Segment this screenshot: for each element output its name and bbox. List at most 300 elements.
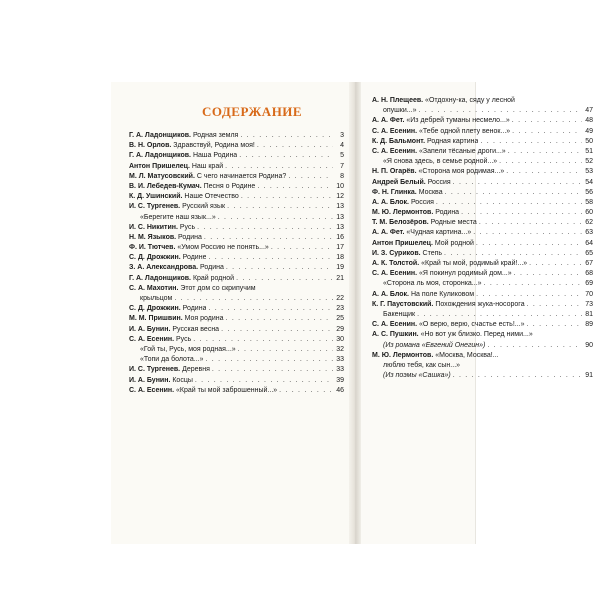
toc-entry-title: Наш край (189, 162, 224, 170)
toc-entry (129, 274, 344, 284)
toc-dot-leader (506, 167, 582, 177)
toc-entry (372, 320, 593, 330)
toc-page-number: 21 (336, 274, 344, 282)
toc-page-number: 5 (340, 152, 344, 160)
toc-entry-title: Наша Родина (191, 152, 238, 160)
toc-dot-leader (461, 208, 582, 218)
toc-entry-title: люблю тебя, как сын...» (383, 361, 461, 369)
toc-entry (129, 294, 344, 304)
toc-dot-leader (473, 228, 582, 238)
toc-page-number: 58 (585, 198, 593, 206)
toc-page-number: 90 (585, 341, 593, 349)
toc-dot-leader (193, 335, 333, 345)
toc-entry-text (372, 228, 471, 238)
toc-entry (372, 269, 593, 279)
toc-entry-author: С. Д. Дрожжин. (129, 254, 181, 262)
toc-entry (129, 162, 344, 172)
toc-entry-text (129, 274, 234, 284)
toc-entry-text (129, 314, 224, 324)
toc-entry (129, 365, 344, 375)
toc-entry-text (372, 208, 459, 218)
toc-entry-title: Родине (180, 254, 207, 262)
toc-entry-title: Косцы (170, 376, 193, 384)
toc-entry-text (372, 320, 525, 330)
toc-entry-author: Н. М. Языков. (129, 233, 177, 241)
toc-page-number: 53 (585, 168, 593, 176)
toc-entry (129, 243, 344, 253)
toc-dot-leader (444, 249, 582, 259)
toc-entry-title: «Сторона ль моя, сторонка...» (383, 280, 482, 288)
toc-entry-author: С. А. Есенин. (372, 147, 418, 155)
toc-entry (129, 233, 344, 243)
toc-entry-author: А. А. Фет. (372, 229, 405, 237)
toc-entry-text (372, 330, 533, 340)
toc-entry-text (129, 223, 195, 233)
toc-entry-title: Родные места (428, 219, 477, 227)
toc-entry-title: крыльцом (140, 295, 173, 302)
toc-entry-text (383, 157, 497, 167)
toc-entry-title: «Я снова здесь, в семье родной...» (383, 158, 498, 166)
toc-entry (129, 304, 344, 314)
toc-dot-leader (508, 147, 582, 157)
toc-entry (372, 330, 593, 340)
toc-dot-leader (476, 239, 582, 249)
toc-dot-leader (499, 157, 582, 167)
toc-entry (372, 300, 593, 310)
toc-entry-author: М. М. Пришвин. (129, 315, 183, 323)
toc-entry-title: Моя родина (182, 315, 224, 323)
toc-entry-text (372, 116, 510, 126)
toc-entry (129, 141, 344, 151)
toc-page-number: 33 (336, 356, 344, 364)
toc-entry-title: «Берегите наш язык...» (140, 213, 216, 221)
toc-dot-leader (195, 376, 333, 386)
toc-entry-text (129, 202, 225, 212)
toc-page-number: 13 (336, 213, 344, 221)
toc-entry-author: А. С. Пушкин. (372, 331, 419, 339)
toc-dot-leader (417, 310, 582, 320)
toc-entry-title: «Москва, Москва!... (433, 351, 499, 359)
toc-page-number: 65 (585, 249, 593, 257)
toc-page-number: 49 (585, 127, 593, 135)
toc-entry-text (372, 249, 442, 259)
toc-entry-title: «Тебе одной плету венок...» (417, 127, 511, 135)
toc-entry-author: С. А. Есенин. (372, 270, 418, 278)
toc-entry-text (129, 182, 255, 192)
toc-entry (372, 157, 593, 167)
toc-page-number: 19 (336, 264, 344, 272)
toc-entry-text (372, 269, 512, 279)
toc-entry-title: «Отдохну-ка, сяду у лесной (423, 97, 515, 104)
toc-entry-title: Наше Отечество (182, 193, 239, 201)
toc-entry-text (383, 310, 415, 320)
toc-entry-author: И. С. Тургенев. (129, 203, 181, 211)
toc-entry-author: Ф. Н. Глинка. (372, 188, 417, 196)
toc-page-number: 12 (336, 193, 344, 201)
toc-entry-author: Г. А. Ладонщиков. (129, 152, 191, 160)
toc-entry-text (372, 351, 499, 361)
toc-page-number: 30 (336, 335, 344, 343)
toc-entry-text (129, 284, 256, 294)
page-title: СОДЕРЖАНИЕ (202, 104, 303, 119)
toc-entry (129, 386, 344, 396)
toc-entry-title: Русь (177, 223, 196, 231)
toc-entry-title: «Край ты мой, родимый край!...» (419, 260, 528, 267)
toc-page-number: 48 (585, 117, 593, 125)
toc-entry-title: «Сторона моя родимая...» (416, 168, 505, 176)
toc-entry-author: И. С. Тургенев. (129, 366, 181, 374)
toc-entry-author: Ф. И. Тютчев. (129, 244, 176, 252)
toc-entry (372, 188, 593, 198)
toc-dot-leader (226, 263, 333, 273)
toc-dot-leader (487, 341, 582, 351)
toc-entry-title: опушки...» (383, 107, 417, 115)
toc-dot-leader (527, 320, 583, 330)
toc-entry-title: (Из романа «Евгений Онегин») (383, 341, 486, 349)
toc-page-number: 68 (585, 270, 593, 278)
toc-page-number: 23 (336, 305, 344, 313)
toc-entry-author: А. А. Блок. (372, 198, 409, 206)
toc-entry-text (129, 243, 269, 253)
toc-page-number: 64 (585, 239, 593, 247)
toc-entry-title: «Из дебрей туманы несмело...» (404, 117, 510, 125)
toc-entry-title: Россия (425, 178, 451, 186)
toc-page-number: 67 (585, 260, 593, 267)
toc-dot-leader (226, 314, 333, 324)
toc-entry (129, 131, 344, 141)
toc-entry-author: Г. А. Ладонщиков. (129, 132, 191, 139)
toc-dot-leader (288, 172, 333, 182)
toc-entry-title: Родная картина (425, 137, 479, 145)
toc-entry (129, 223, 344, 233)
toc-entry-text (383, 106, 417, 116)
book-gutter (349, 82, 361, 544)
toc-dot-leader (257, 141, 333, 151)
toc-entry-author: З. А. Александрова. (129, 264, 199, 272)
toc-dot-leader (514, 269, 582, 279)
toc-dot-leader (453, 371, 582, 381)
toc-entry-text (372, 259, 527, 269)
toc-entry-title: «Гой ты, Русь, моя родная...» (140, 345, 236, 353)
toc-entry-author: С. А. Есенин. (129, 335, 175, 343)
toc-page-number: 8 (340, 172, 344, 180)
toc-entry-text (372, 198, 434, 208)
toc-entry (372, 290, 593, 300)
toc-entry-text (129, 192, 239, 202)
toc-dot-leader (512, 127, 582, 137)
toc-entry-title: «Я покинул родимый дом...» (417, 270, 512, 278)
toc-page-number: 10 (336, 182, 344, 190)
toc-entry (129, 253, 344, 263)
toc-dot-leader (445, 188, 582, 198)
toc-page-number: 13 (336, 223, 344, 231)
toc-entry-title: «Умом Россию не понять...» (175, 244, 269, 252)
toc-entry-text (140, 345, 236, 355)
toc-entry-text (372, 239, 474, 249)
toc-dot-leader (221, 325, 333, 335)
toc-entry (372, 259, 593, 269)
toc-entry-title: Родина (433, 209, 460, 217)
toc-entry-author: И. З. Суриков. (372, 249, 421, 257)
toc-entry-title: Бакенщик (383, 310, 416, 318)
toc-entry (372, 310, 593, 320)
toc-entry (129, 355, 344, 365)
toc-entry-title: «Топи да болота...» (140, 356, 204, 364)
toc-entry-text (372, 218, 477, 228)
toc-entry-text (372, 167, 504, 177)
toc-page-number: 56 (585, 188, 593, 196)
toc-page-number: 17 (336, 244, 344, 252)
toc-entry-text (372, 178, 451, 188)
toc-entry-author: Антон Пришелец. (129, 162, 190, 170)
toc-dot-leader (480, 137, 582, 147)
toc-entry-title: Русская весна (170, 325, 220, 333)
toc-entry-text (129, 365, 210, 375)
toc-entry-title: «Запели тёсаные дроги...» (417, 147, 506, 155)
toc-dot-leader (419, 106, 583, 116)
toc-entry-text (372, 137, 478, 147)
toc-entry (372, 218, 593, 228)
toc-entry-title: Родина (176, 233, 202, 241)
toc-entry-author: М. Ю. Лермонтов. (372, 351, 434, 359)
toc-dot-leader (279, 386, 333, 396)
toc-entry (129, 192, 344, 202)
toc-entry-title: Этот дом со скрипучим (178, 284, 256, 292)
toc-entry-text (383, 341, 485, 351)
toc-entry-title: Мой родной (432, 239, 474, 247)
toc-entry (129, 182, 344, 192)
toc-entry-title: «О верю, верю, счастье есть!...» (417, 321, 525, 329)
toc-entry-author: А. К. Толстой. (372, 260, 420, 267)
toc-entry-author: А. Н. Плещеев. (372, 97, 424, 104)
toc-entry (372, 167, 593, 177)
toc-page-number: 54 (585, 178, 593, 186)
toc-entry-title: На поле Куликовом (409, 290, 475, 298)
toc-entry (129, 284, 344, 294)
toc-entry-title: (Из поэмы «Сашка») (383, 372, 451, 380)
toc-page-number: 81 (585, 310, 593, 318)
toc-left-column (129, 131, 344, 396)
toc-entry (372, 249, 593, 259)
toc-page-number: 25 (336, 315, 344, 323)
toc-entry-title: Россия (409, 198, 434, 206)
toc-page-number: 47 (585, 107, 593, 115)
toc-dot-leader (512, 116, 582, 126)
toc-entry (372, 279, 593, 289)
toc-entry-author: С. А. Есенин. (372, 321, 418, 329)
toc-page-number: 69 (585, 280, 593, 288)
toc-entry-author: В. И. Лебедев-Кумач. (129, 182, 202, 190)
toc-entry-author: И. С. Никитин. (129, 223, 178, 231)
toc-entry-title: Край родной (191, 274, 235, 282)
toc-page-number: 52 (585, 158, 593, 166)
toc-entry (372, 96, 593, 106)
toc-dot-leader (225, 162, 333, 172)
toc-entry (372, 106, 593, 116)
toc-entry-text (383, 361, 460, 371)
toc-dot-leader (208, 304, 333, 314)
toc-page-number: 29 (336, 325, 344, 333)
toc-entry (372, 147, 593, 157)
toc-page-number: 73 (585, 300, 593, 308)
toc-entry-author: К. Г. Паустовский. (372, 300, 434, 308)
toc-entry-text (129, 335, 191, 345)
toc-entry-title: Деревня (180, 366, 210, 374)
toc-dot-leader (271, 243, 333, 253)
toc-dot-leader (174, 294, 333, 304)
toc-entry-text (372, 147, 506, 157)
toc-entry (129, 213, 344, 223)
toc-dot-leader (453, 178, 582, 188)
toc-entry-author: С. Д. Дрожжин. (129, 305, 181, 313)
toc-entry-text (140, 294, 172, 304)
toc-entry (372, 228, 593, 238)
toc-dot-leader (236, 274, 333, 284)
toc-entry-text (372, 96, 515, 106)
toc-entry (372, 371, 593, 381)
toc-page-number: 32 (336, 345, 344, 353)
toc-page-number: 3 (340, 132, 344, 139)
toc-entry (372, 361, 593, 371)
toc-page-number: 51 (585, 147, 593, 155)
toc-entry-author: А. А. Блок. (372, 290, 409, 298)
toc-dot-leader (527, 300, 582, 310)
toc-page-number: 33 (336, 366, 344, 374)
toc-entry-author: Н. П. Огарёв. (372, 168, 417, 176)
toc-entry-title: Родина (198, 264, 224, 272)
toc-entry-author: С. А. Есенин. (129, 386, 175, 394)
toc-entry-text (129, 386, 277, 396)
toc-entry (372, 208, 593, 218)
toc-entry-title: Степь (420, 249, 443, 257)
toc-entry-author: В. Н. Орлов. (129, 142, 172, 150)
toc-entry-title: Родина (180, 305, 207, 313)
toc-entry-author: М. Ю. Лермонтов. (372, 209, 434, 217)
toc-entry-text (372, 300, 525, 310)
toc-dot-leader (241, 192, 333, 202)
toc-page-number: 91 (585, 372, 593, 380)
toc-entry-title: Похождения жука-носорога (433, 300, 525, 308)
toc-entry-author: К. Д. Ушинский. (129, 193, 183, 201)
toc-entry (372, 351, 593, 361)
toc-dot-leader (529, 259, 582, 269)
toc-entry-text (383, 371, 451, 381)
toc-entry (129, 151, 344, 161)
toc-entry (129, 263, 344, 273)
toc-page-number: 63 (585, 229, 593, 237)
toc-entry-text (129, 172, 286, 182)
toc-dot-leader (240, 131, 333, 141)
toc-entry-text (372, 127, 510, 137)
toc-dot-leader (204, 233, 333, 243)
toc-entry-title: «Но вот уж близко. Перед ними...» (418, 331, 533, 339)
toc-right-column (372, 96, 593, 381)
toc-dot-leader (257, 182, 333, 192)
toc-entry-text (129, 263, 224, 273)
toc-entry-title: Русский язык (180, 203, 226, 211)
toc-entry (372, 116, 593, 126)
toc-dot-leader (239, 151, 333, 161)
toc-entry-author: С. А. Есенин. (372, 127, 418, 135)
toc-entry-author: Т. М. Белозёров. (372, 219, 429, 227)
toc-entry-title: Родная земля (191, 132, 239, 139)
toc-entry-title: «Край ты мой заброшенный...» (174, 386, 278, 394)
toc-entry (129, 325, 344, 335)
toc-entry-text (129, 253, 206, 263)
toc-entry (129, 172, 344, 182)
toc-page-number: 62 (585, 219, 593, 227)
toc-dot-leader (238, 345, 333, 355)
toc-page-number: 50 (585, 137, 593, 145)
toc-entry-text (129, 131, 238, 141)
toc-dot-leader (484, 279, 582, 289)
toc-dot-leader (218, 213, 333, 223)
toc-page-number: 7 (340, 162, 344, 170)
toc-entry-text (140, 213, 216, 223)
toc-entry-title: Здравствуй, Родина моя! (171, 142, 255, 150)
toc-dot-leader (212, 365, 333, 375)
toc-entry-text (129, 325, 219, 335)
toc-entry-author: С. А. Махотин. (129, 284, 179, 292)
toc-entry-text (383, 279, 482, 289)
toc-entry (372, 239, 593, 249)
toc-dot-leader (208, 253, 333, 263)
toc-page-number: 16 (336, 233, 344, 241)
toc-page-number: 4 (340, 142, 344, 150)
toc-entry-text (129, 376, 193, 386)
toc-entry (372, 341, 593, 351)
toc-entry-text (129, 304, 206, 314)
toc-dot-leader (205, 355, 333, 365)
toc-page-number: 18 (336, 254, 344, 262)
toc-entry-text (140, 355, 203, 365)
toc-entry-title: С чего начинается Родина? (194, 172, 287, 180)
toc-page-number: 39 (336, 376, 344, 384)
toc-entry (129, 202, 344, 212)
toc-entry (129, 345, 344, 355)
toc-entry-author: М. Л. Матусовский. (129, 172, 195, 180)
toc-entry (129, 314, 344, 324)
toc-entry-title: Песня о Родине (201, 182, 256, 190)
toc-entry-text (129, 233, 202, 243)
toc-dot-leader (436, 198, 582, 208)
toc-page-number: 46 (336, 386, 344, 394)
toc-page-number: 89 (585, 321, 593, 329)
toc-dot-leader (479, 218, 582, 228)
toc-page-number: 13 (336, 203, 344, 211)
toc-entry-title: Москва (416, 188, 443, 196)
toc-dot-leader (197, 223, 333, 233)
toc-entry (129, 376, 344, 386)
toc-entry-title: «Чудная картина...» (404, 229, 472, 237)
toc-entry-text (129, 151, 237, 161)
toc-entry-title: Русь (174, 335, 192, 343)
toc-entry-author: Андрей Белый. (372, 178, 426, 186)
toc-entry (129, 335, 344, 345)
toc-entry-author: Антон Пришелец. (372, 239, 433, 247)
toc-page-number: 22 (336, 295, 344, 302)
toc-entry-text (129, 162, 223, 172)
toc-entry (372, 127, 593, 137)
toc-page-number: 70 (585, 290, 593, 298)
toc-entry-author: А. А. Фет. (372, 117, 405, 125)
toc-entry (372, 178, 593, 188)
toc-entry-author: И. А. Бунин. (129, 325, 171, 333)
toc-entry-text (372, 290, 474, 300)
toc-entry-text (372, 188, 443, 198)
toc-dot-leader (227, 202, 333, 212)
toc-entry-author: К. Д. Бальмонт. (372, 137, 426, 145)
